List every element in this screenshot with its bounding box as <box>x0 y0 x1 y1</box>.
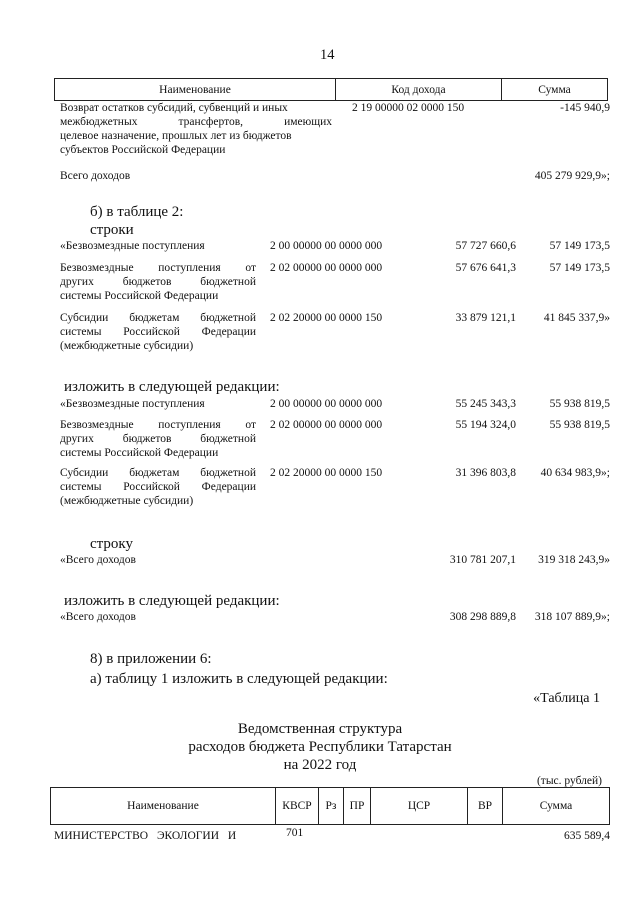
row-after-2-v2: 55 938 819,5 <box>549 419 610 431</box>
total-before-v2: 319 318 243,9» <box>538 554 610 566</box>
row-after-3-name <box>60 466 256 508</box>
name-line: системы Российской Федерации <box>60 326 256 338</box>
page-number: 14 <box>320 47 335 63</box>
name-line: Субсидии бюджетам бюджетной <box>60 312 256 324</box>
name-line: Безвозмездные поступления от <box>60 262 256 274</box>
total-after-v1: 308 298 889,8 <box>449 611 516 623</box>
total-after-label: «Всего доходов <box>60 611 136 623</box>
header-name: Наименование <box>55 79 336 101</box>
row-before-1-v1: 57 727 660,6 <box>455 240 516 252</box>
name-line: Возврат остатков субсидий, субвенций и иных <box>60 102 288 114</box>
row-before-2-v2: 57 149 173,5 <box>549 262 610 274</box>
item-8a: а) таблицу 1 изложить в следующей редакции: <box>90 671 388 687</box>
total-revenue-sum: 405 279 929,9»; <box>534 170 610 182</box>
row-before-2-v1: 57 676 641,3 <box>455 262 516 274</box>
name-line: целевое назначение, прошлых лет из бюджетов <box>60 130 292 142</box>
row-after-3-code: 2 02 20000 00 0000 150 <box>270 467 383 479</box>
row-after-1-name: «Безвозмездные поступления <box>60 398 205 410</box>
header-kvsr: КВСР <box>276 788 319 825</box>
name-line: Субсидии бюджетам бюджетной <box>60 467 256 479</box>
header-vr: ВР <box>468 788 503 825</box>
row-after-1-v2: 55 938 819,5 <box>549 398 610 410</box>
restate-label-1: изложить в следующей редакции: <box>64 379 280 395</box>
row-after-2-name <box>60 418 256 460</box>
row-return-sum: -145 940,9 <box>560 102 610 114</box>
header-pr: ПР <box>344 788 371 825</box>
row-before-1-v2: 57 149 173,5 <box>549 240 610 252</box>
row-before-3-v1: 33 879 121,1 <box>455 312 516 324</box>
section-b-subtitle: строки <box>90 222 134 238</box>
row-before-3-code: 2 02 20000 00 0000 150 <box>270 312 383 324</box>
row-before-1-name: «Безвозмездные поступления <box>60 240 205 252</box>
name-line: других бюджетов бюджетной <box>60 276 256 288</box>
row-after-1-code: 2 00 00000 00 0000 000 <box>270 398 383 410</box>
header-sum: Сумма <box>503 788 610 825</box>
name-line: других бюджетов бюджетной <box>60 433 256 445</box>
ministry-row-kvsr: 701 <box>286 827 304 839</box>
header-code: Код дохода <box>336 79 502 101</box>
name-line: (межбюджетные субсидии) <box>60 340 194 352</box>
name-line: системы Российской Федерации <box>60 481 256 493</box>
restate-label-2: изложить в следующей редакции: <box>64 593 280 609</box>
total-revenue-label: Всего доходов <box>60 170 131 182</box>
name-line: системы Российской Федерации <box>60 290 219 302</box>
row-return-code: 2 19 00000 02 0000 150 <box>352 102 465 114</box>
section-b-title: б) в таблице 2: <box>90 204 184 220</box>
name-line: Безвозмездные поступления от <box>60 419 256 431</box>
row-before-3-name <box>60 311 256 353</box>
header-name: Наименование <box>51 788 276 825</box>
total-after-v2: 318 107 889,9»; <box>534 611 610 623</box>
name-line: межбюджетных трансфертов, имеющих <box>60 116 332 128</box>
revenue-table-header <box>54 78 608 101</box>
row-return-name <box>60 101 332 157</box>
total-before-label: «Всего доходов <box>60 554 136 566</box>
heading-line-3: на 2022 год <box>283 757 357 773</box>
row-before-2-name <box>60 261 256 303</box>
expenditure-table-header <box>50 787 610 825</box>
ministry-row-name: МИНИСТЕРСТВО ЭКОЛОГИИ И <box>54 830 237 842</box>
row-before-3-v2: 41 845 337,9» <box>543 312 610 324</box>
row-after-2-v1: 55 194 324,0 <box>455 419 516 431</box>
header-csr: ЦСР <box>371 788 468 825</box>
header-rz: Рз <box>319 788 344 825</box>
name-line: субъектов Российской Федерации <box>60 144 226 156</box>
row-after-3-v2: 40 634 983,9»; <box>540 467 610 479</box>
header-sum: Сумма <box>502 79 608 101</box>
name-line: (межбюджетные субсидии) <box>60 495 194 507</box>
units-label: (тыс. рублей) <box>536 775 602 787</box>
row-after-3-v1: 31 396 803,8 <box>455 467 516 479</box>
heading-line-2: расходов бюджета Республики Татарстан <box>188 739 452 755</box>
name-line: системы Российской Федерации <box>60 447 219 459</box>
item-8: 8) в приложении 6: <box>90 651 212 667</box>
row-before-2-code: 2 02 00000 00 0000 000 <box>270 262 383 274</box>
table-label: «Таблица 1 <box>533 691 600 706</box>
total-before-v1: 310 781 207,1 <box>449 554 516 566</box>
line-label: строку <box>90 536 133 552</box>
row-after-1-v1: 55 245 343,3 <box>455 398 516 410</box>
heading-line-1: Ведомственная структура <box>237 721 403 737</box>
row-after-2-code: 2 02 00000 00 0000 000 <box>270 419 383 431</box>
row-before-1-code: 2 00 00000 00 0000 000 <box>270 240 383 252</box>
ministry-row-sum: 635 589,4 <box>564 830 610 842</box>
